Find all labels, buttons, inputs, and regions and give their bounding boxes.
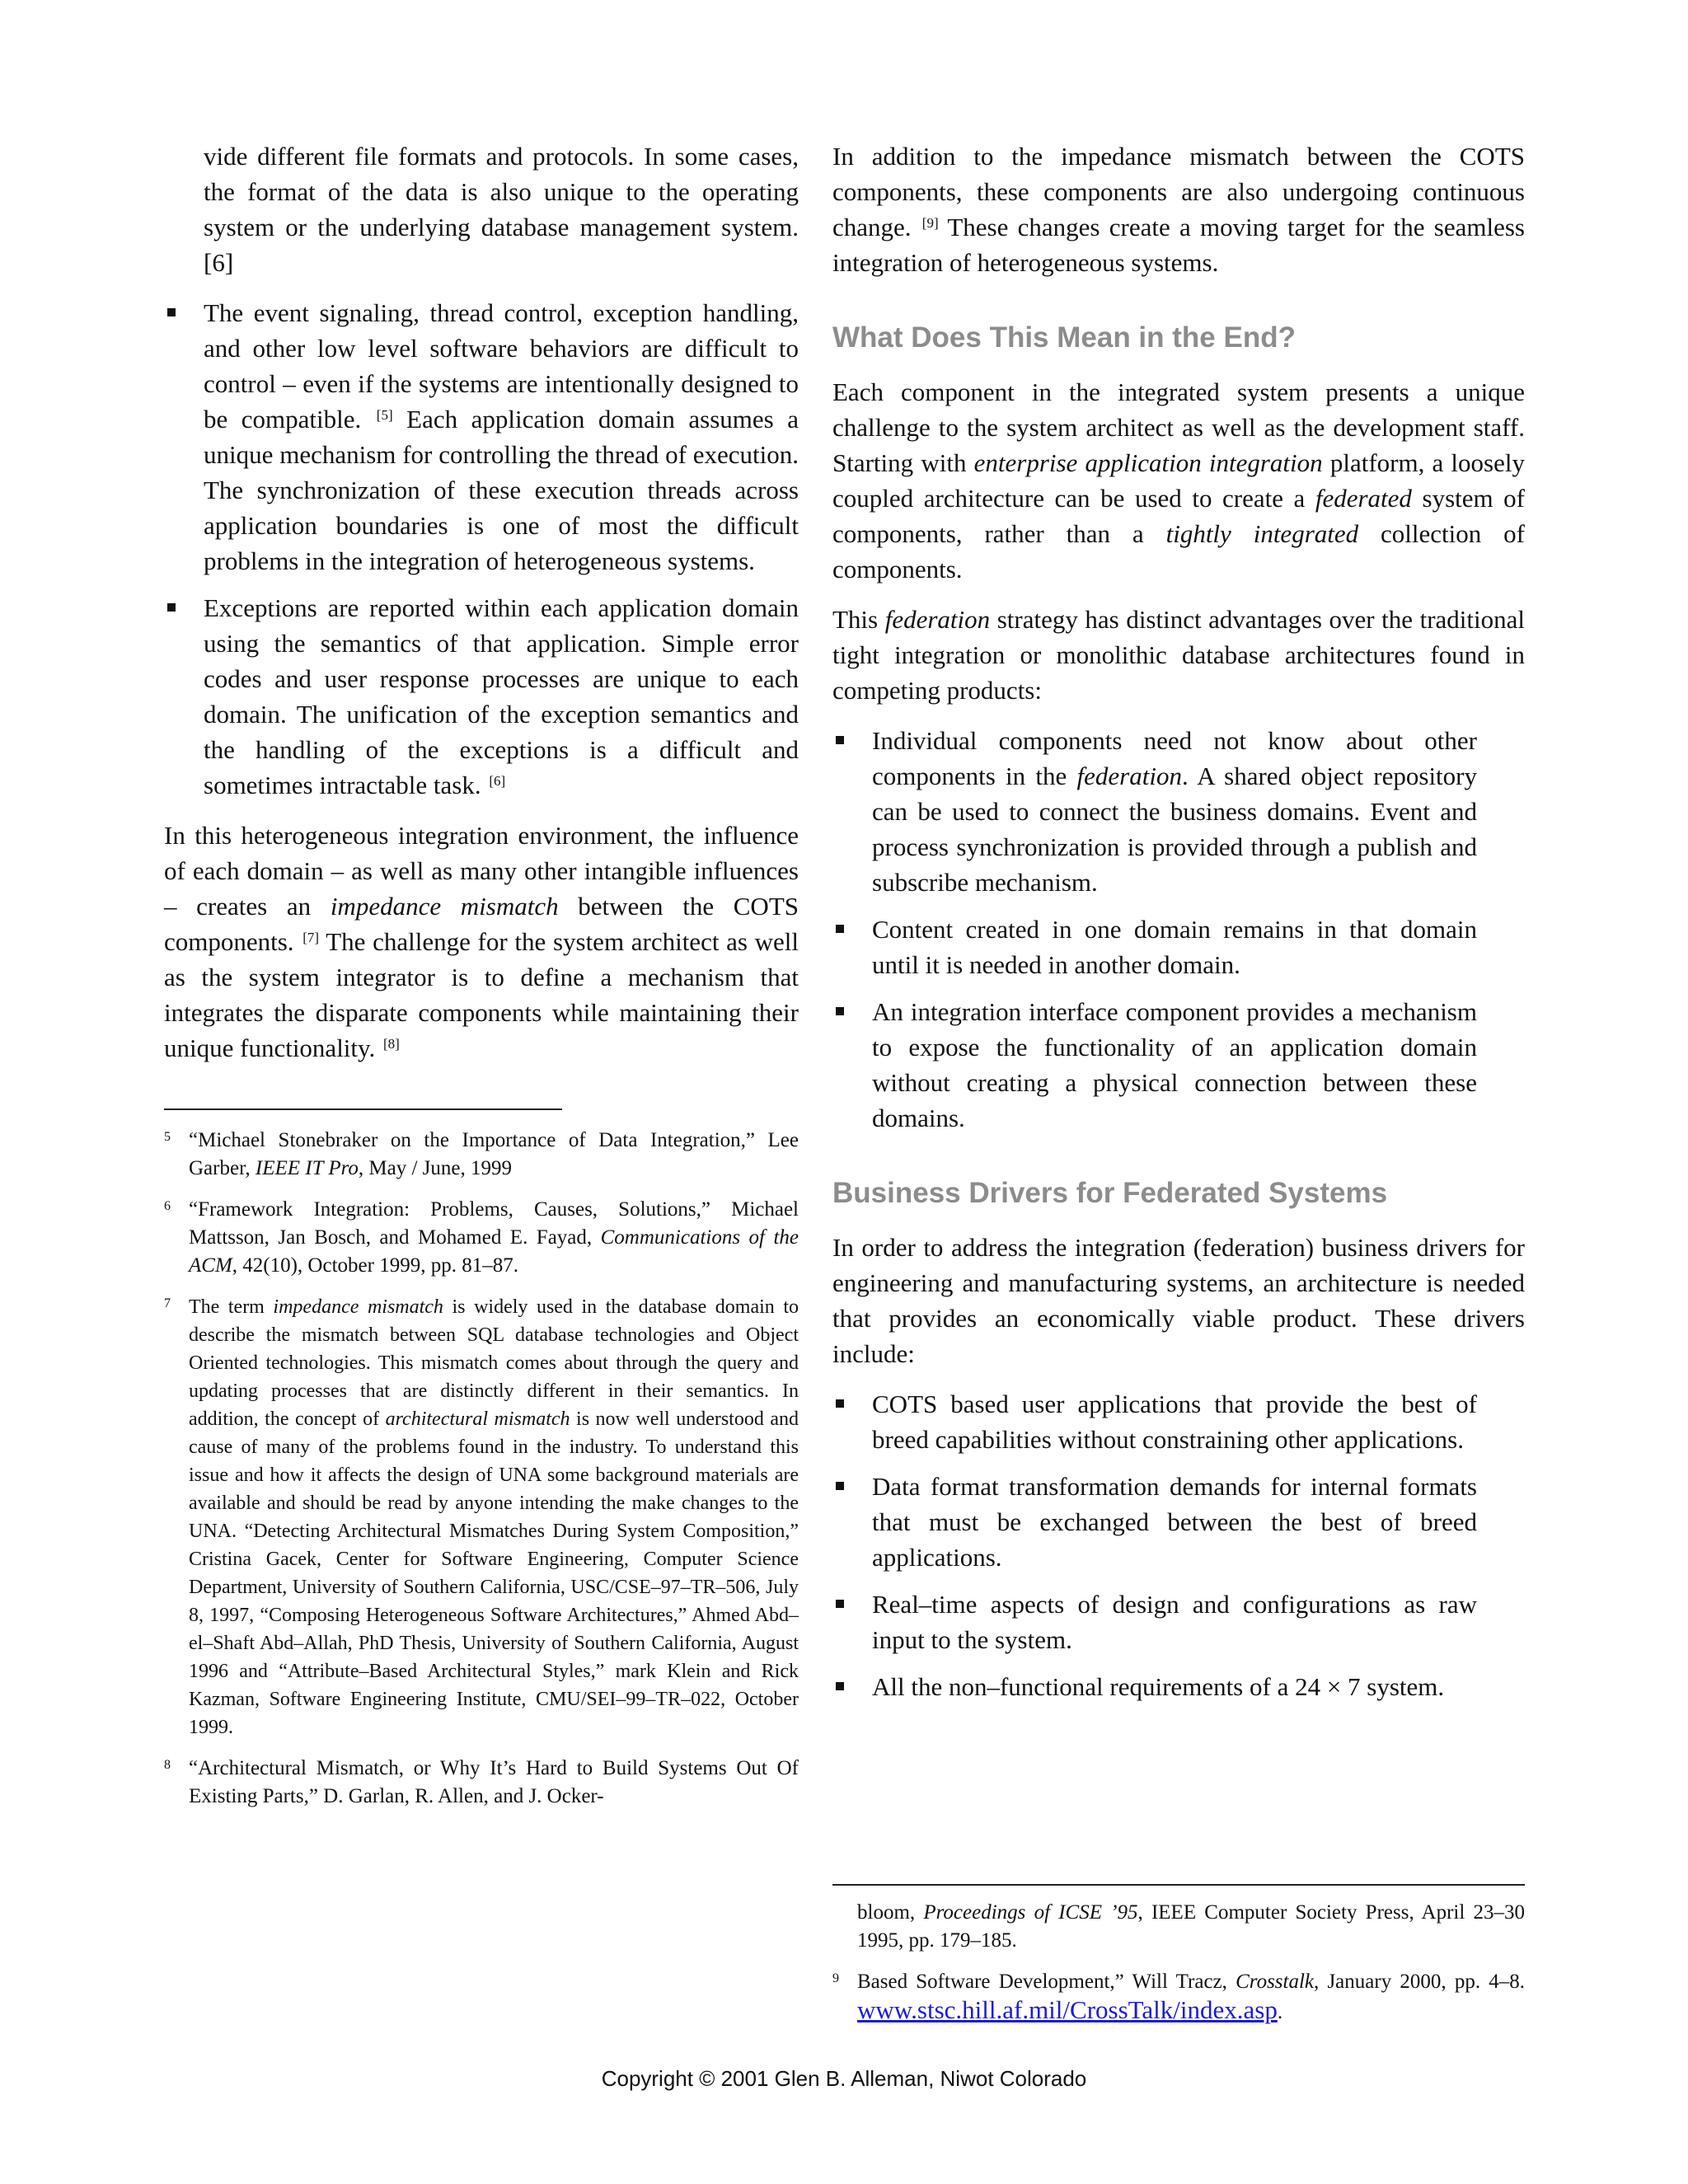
paragraph-cots-change: In addition to the impedance mismatch between the COTS components, these components are also undergoing continuous change. [9] These changes create a moving target for the seamless integration of heterogeneous systems.: [832, 142, 1525, 277]
bullet-square-icon: [836, 736, 844, 744]
footnote-9: 9 Based Software Development,” Will Tracz, Crosstalk, January 2000, pp. 4–8. www.stsc.hill.af.mil/CrossTalk/index.asp.: [832, 1971, 1526, 2024]
paragraph-federation-strategy: This federation strategy has distinct advantages over the traditional tight integration or monolithic database architectures found in competing products:: [832, 605, 1525, 705]
footnote-8-continued: bloom, Proceedings of ICSE ’95, IEEE Computer Society Press, April 23–30 1995, pp. 179–185.: [857, 1901, 1525, 1952]
bullet-square-icon: [836, 1007, 844, 1015]
list-item: Real–time aspects of design and configurations as raw input to the system.: [832, 1586, 1525, 1657]
paragraph-impedance-mismatch: In this heterogeneous integration environment, the influence of each domain – as well as many other intangible influences – creates an impedance mismatch between the COTS components. [7] The challenge for the system architect as well as the system integrator is to define a mechanism that integrates the disparate components while maintaining their unique functionality. [8]: [164, 821, 799, 1062]
footnote-5: 5 “Michael Stonebraker on the Importance of Data Integration,” Lee Garber, IEEE IT Pro, May / June, 1999: [164, 1129, 799, 1179]
section-heading-business-drivers: Business Drivers for Federated Systems: [832, 1177, 1388, 1209]
citation-ref: [9]: [921, 215, 939, 231]
list-item: Data format transformation demands for internal formats that must be exchanged between the best of breed applications.: [832, 1469, 1525, 1575]
left-bullet-list: [164, 295, 799, 803]
federation-advantages-list: [832, 723, 1525, 1136]
list-item: All the non–functional requirements of a 24 × 7 system.: [832, 1669, 1525, 1704]
list-item: Exceptions are reported within each application domain using the semantics of that application. Simple error codes and user response processes are unique to each domain. The unification of the exception semantics and the handling of the exceptions is a difficult and sometimes intractable task. [6]: [164, 590, 799, 803]
footnote-8: 8 “Architectural Mismatch, or Why It’s Hard to Build Systems Out Of Existing Parts,” D. Garlan, R. Allen, and J. Ocker-: [164, 1757, 799, 1807]
bullet-square-icon: [836, 1399, 844, 1408]
footnote-divider: [164, 1108, 562, 1110]
right-column: [832, 138, 1525, 1719]
right-footnotes: [832, 1884, 1525, 2040]
left-column: [164, 138, 799, 1824]
bullet-square-icon: [167, 603, 176, 612]
footnote-divider: [832, 1884, 1525, 1886]
footnote-6: 6 “Framework Integration: Problems, Causes, Solutions,” Michael Mattsson, Jan Bosch, and Mohamed E. Fayad, Communications of the ACM, 42(10), October 1999, pp. 81–87.: [164, 1198, 799, 1277]
crosstalk-link[interactable]: www.stsc.hill.af.mil/CrossTalk/index.asp: [857, 1995, 1278, 2024]
section-heading-end: What Does This Mean in the End?: [832, 321, 1296, 354]
citation-ref: [8]: [383, 1036, 400, 1052]
list-item: The event signaling, thread control, exception handling, and other low level software behaviors are difficult to control – even if the systems are intentionally designed to be compatible. [5] Each application domain assumes a unique mechanism for controlling the thread of execution. The synchronization of these execution threads across application boundaries is one of most the difficult problems in the integration of heterogeneous systems.: [164, 295, 799, 579]
list-item: COTS based user applications that provide the best of breed capabilities without constraining other applications.: [832, 1386, 1525, 1457]
bullet-square-icon: [167, 308, 176, 316]
continued-bullet-text: vide different file formats and protocols. In some cases, the format of the data is also unique to the operating system or the underlying database management system. [6]: [204, 142, 799, 277]
list-item: An integration interface component provides a mechanism to expose the functionality of an application domain without creating a physical connection between these domains.: [832, 994, 1525, 1136]
footnote-7: 7 The term impedance mismatch is widely used in the database domain to describe the mismatch between SQL database technologies and Object Oriented technologies. This mismatch comes about through the query and updating processes that are distinctly different in their semantics. In addition, the concept of architectural mismatch is now well understood and cause of many of the problems found in the industry. To understand this issue and how it affects the design of UNA some background materials are available and should be read by anyone intending the make changes to the UNA. “Detecting Architectural Mismatches During System Composition,” Cristina Gacek, Center for Software Engineering, Computer Science Department, University of Southern California, USC/CSE–97–TR–506, July 8, 1997, “Composing Heterogeneous Software Architectures,” Ahmed Abd–el–Shaft Abd–Allah, PhD Thesis, University of Southern California, August 1996 and “Attribute–Based Architectural Styles,” mark Klein and Rick Kazman, Software Engineering Institute, CMU/SEI–99–TR–022, October 1999.: [164, 1296, 799, 1738]
paragraph-each-component: Each component in the integrated system presents a unique challenge to the system architect as well as the development staff. Starting with enterprise application integration platform, a loosely coupled architecture can be used to create a federated system of components, rather than a tightly integrated collection of components.: [832, 377, 1526, 583]
citation-ref: [6]: [489, 773, 506, 789]
business-drivers-list: [832, 1386, 1525, 1704]
bullet-square-icon: [836, 925, 844, 933]
list-item: Content created in one domain remains in that domain until it is needed in another domain.: [832, 912, 1525, 982]
paragraph-business-drivers: In order to address the integration (federation) business drivers for engineering and manufacturing systems, an architecture is needed that provides an economically viable product. These drivers include:: [832, 1233, 1525, 1368]
bullet-square-icon: [836, 1600, 844, 1608]
bullet-square-icon: [836, 1482, 844, 1490]
citation-ref: [5]: [376, 407, 393, 423]
citation-ref: [7]: [302, 930, 320, 945]
copyright-footer: Copyright © 2001 Glen B. Alleman, Niwot Colorado: [601, 2066, 1087, 2091]
bullet-square-icon: [836, 1682, 844, 1690]
list-item: Individual components need not know about other components in the federation. A shared object repository can be used to connect the business domains. Event and process synchronization is provided through a publish and subscribe mechanism.: [832, 723, 1525, 900]
